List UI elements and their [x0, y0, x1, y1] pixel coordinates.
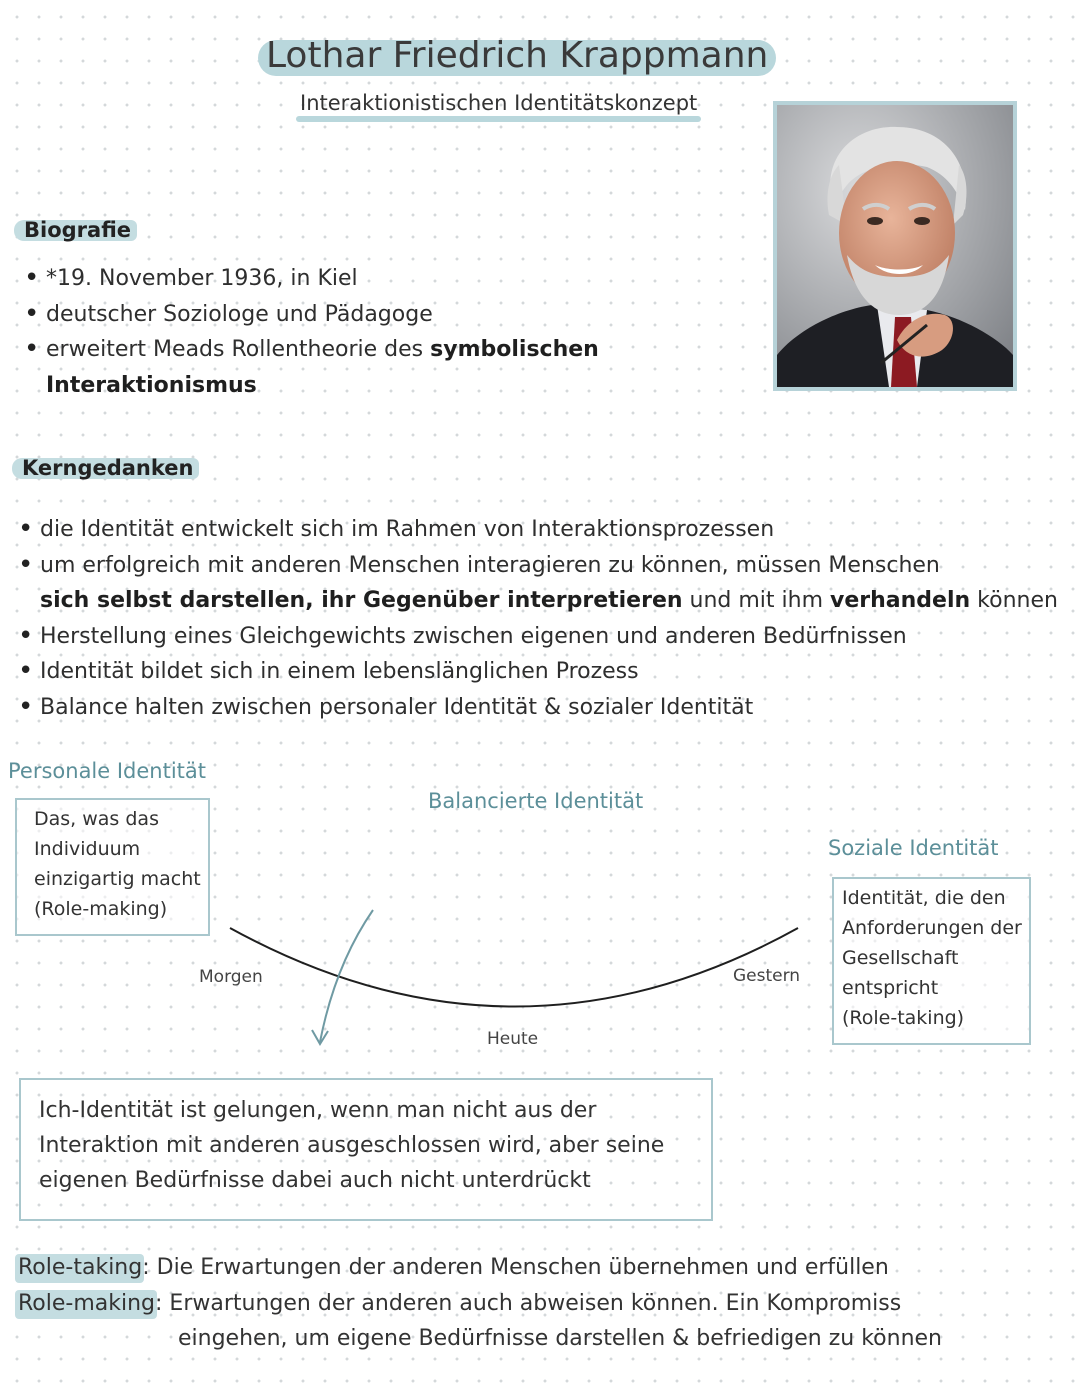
- balanced-identity-label: Balancierte Identität: [428, 789, 644, 813]
- balance-curve: [230, 928, 801, 1007]
- list-item: • Herstellung eines Gleichgewichts zwischen eigenen und anderen Bedürfnissen: [18, 619, 1068, 655]
- definition-role-making-continued: eingehen, um eigene Bedürfnisse darstellen & befriedigen zu können: [178, 1326, 942, 1351]
- summary-box: Ich-Identität ist gelungen, wenn man nicht aus der Interaktion mit anderen ausgeschlossen wird, aber seine eigenen Bedürfnisse dabei auch nicht unterdrückt: [19, 1078, 713, 1221]
- list-item: • deutscher Soziologe und Pädagoge: [24, 297, 664, 333]
- social-identity-box: Identität, die den Anforderungen der Gesellschaft entspricht (Role-taking): [832, 877, 1031, 1045]
- list-item: • erweitert Meads Rollentheorie des symbolischen Interaktionismus: [24, 332, 664, 403]
- arrow-line: [320, 910, 373, 1042]
- list-item: • Balance halten zwischen personaler Identität & sozialer Identität: [18, 690, 1068, 726]
- page-title: Lothar Friedrich Krappmann: [258, 36, 776, 76]
- social-identity-label: Soziale Identität: [828, 836, 999, 860]
- label-heute: Heute: [487, 1029, 539, 1049]
- section-heading-kerngedanken: Kerngedanken: [12, 455, 199, 481]
- term-role-taking: Role-taking: [18, 1250, 142, 1286]
- list-item: • um erfolgreich mit anderen Menschen interagieren zu können, müssen Menschen sich selbst darstellen, ihr Gegenüber interpretieren und mit ihm verhandeln können: [18, 548, 1068, 619]
- personal-identity-label: Personale Identität: [8, 759, 207, 783]
- term-role-making: Role-making: [18, 1286, 155, 1322]
- list-item: • *19. November 1936, in Kiel: [24, 261, 664, 297]
- section-heading-biografie: Biografie: [14, 217, 137, 243]
- list-item: • die Identität entwickelt sich im Rahmen von Interaktionsprozessen: [18, 512, 1068, 548]
- label-gestern: Gestern: [733, 966, 801, 986]
- definition-role-making: Role-making: Erwartungen der anderen auch abweisen können. Ein Kompromiss: [18, 1286, 901, 1322]
- page-subtitle: Interaktionistischen Identitätskonzept: [300, 91, 698, 115]
- list-item: • Identität bildet sich in einem lebenslänglichen Prozess: [18, 654, 1068, 690]
- label-morgen: Morgen: [199, 967, 263, 987]
- definition-role-taking: Role-taking: Die Erwartungen der anderen Menschen übernehmen und erfüllen: [18, 1250, 889, 1286]
- personal-identity-box: Das, was das Individuum einzigartig macht (Role-making): [15, 798, 210, 936]
